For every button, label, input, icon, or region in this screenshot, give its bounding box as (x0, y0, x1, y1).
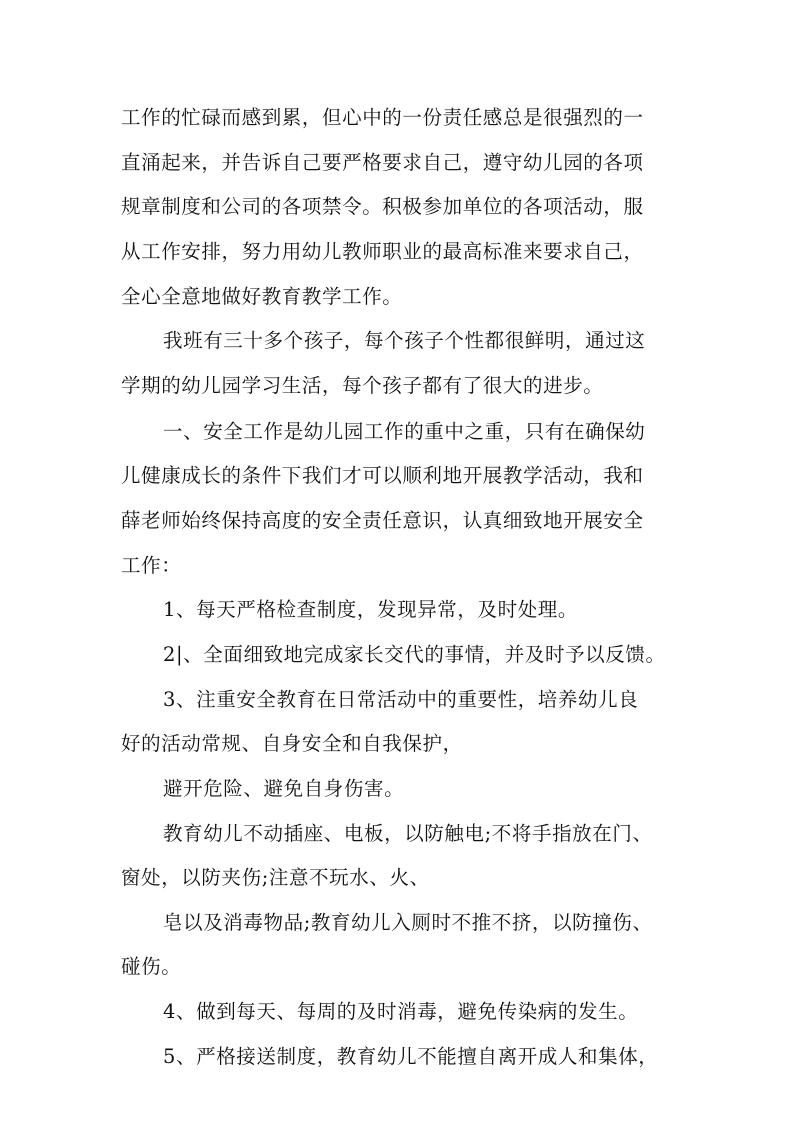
text-line-12: 1、每天严格检查制度，发现异常，及时处理。 (163, 598, 579, 621)
text-line-9: 儿健康成长的条件下我们才可以顺利地开展教学活动，我和 (121, 464, 644, 487)
text-line-22: 5、严格接送制度，教育幼儿不能擅自离开成人和集体， (163, 1045, 659, 1068)
text-line-15: 好的活动常规、自身安全和自我保护， (121, 732, 463, 755)
text-line-5: 全心全意地做好教育教学工作。 (121, 285, 403, 308)
text-line-11: 工作： (121, 554, 182, 577)
text-line-7: 学期的幼儿园学习生活，每个孩子都有了很大的进步。 (121, 374, 604, 397)
text-line-6: 我班有三十多个孩子，每个孩子个性都很鲜明，通过这 (163, 329, 646, 352)
text-line-13: 2|、全面细致地完成家长交代的事情，并及时予以反馈。 (163, 643, 666, 666)
text-line-4: 从工作安排，努力用幼儿教师职业的最高标准来要求自己， (121, 240, 644, 263)
text-line-8: 一、安全工作是幼儿园工作的重中之重，只有在确保幼 (163, 420, 646, 443)
text-line-17: 教育幼儿不动插座、电板，以防触电;不将手指放在门、 (163, 822, 653, 845)
text-line-3: 规章制度和公司的各项禁令。积极参加单位的各项活动，服 (121, 195, 644, 218)
text-line-2: 直涌起来，并告诉自己要严格要求自己，遵守幼儿园的各项 (121, 151, 644, 174)
text-line-19: 皂以及消毒物品;教育幼儿入厕时不推不挤，以防撞伤、 (163, 911, 653, 934)
text-line-14: 3、注重安全教育在日常活动中的重要性，培养幼儿良 (163, 688, 639, 711)
text-line-20: 碰伤。 (121, 955, 182, 978)
text-line-18: 窗处，以防夹伤;注意不玩水、火、 (121, 866, 430, 889)
text-line-10: 薛老师始终保持高度的安全责任意识，认真细致地开展安全 (121, 509, 644, 532)
text-line-21: 4、做到每天、每周的及时消毒，避免传染病的发生。 (163, 1000, 639, 1023)
text-line-1: 工作的忙碌而感到累，但心中的一份责任感总是很强烈的一 (121, 106, 644, 129)
text-line-16: 避开危险、避免自身伤害。 (163, 777, 405, 800)
